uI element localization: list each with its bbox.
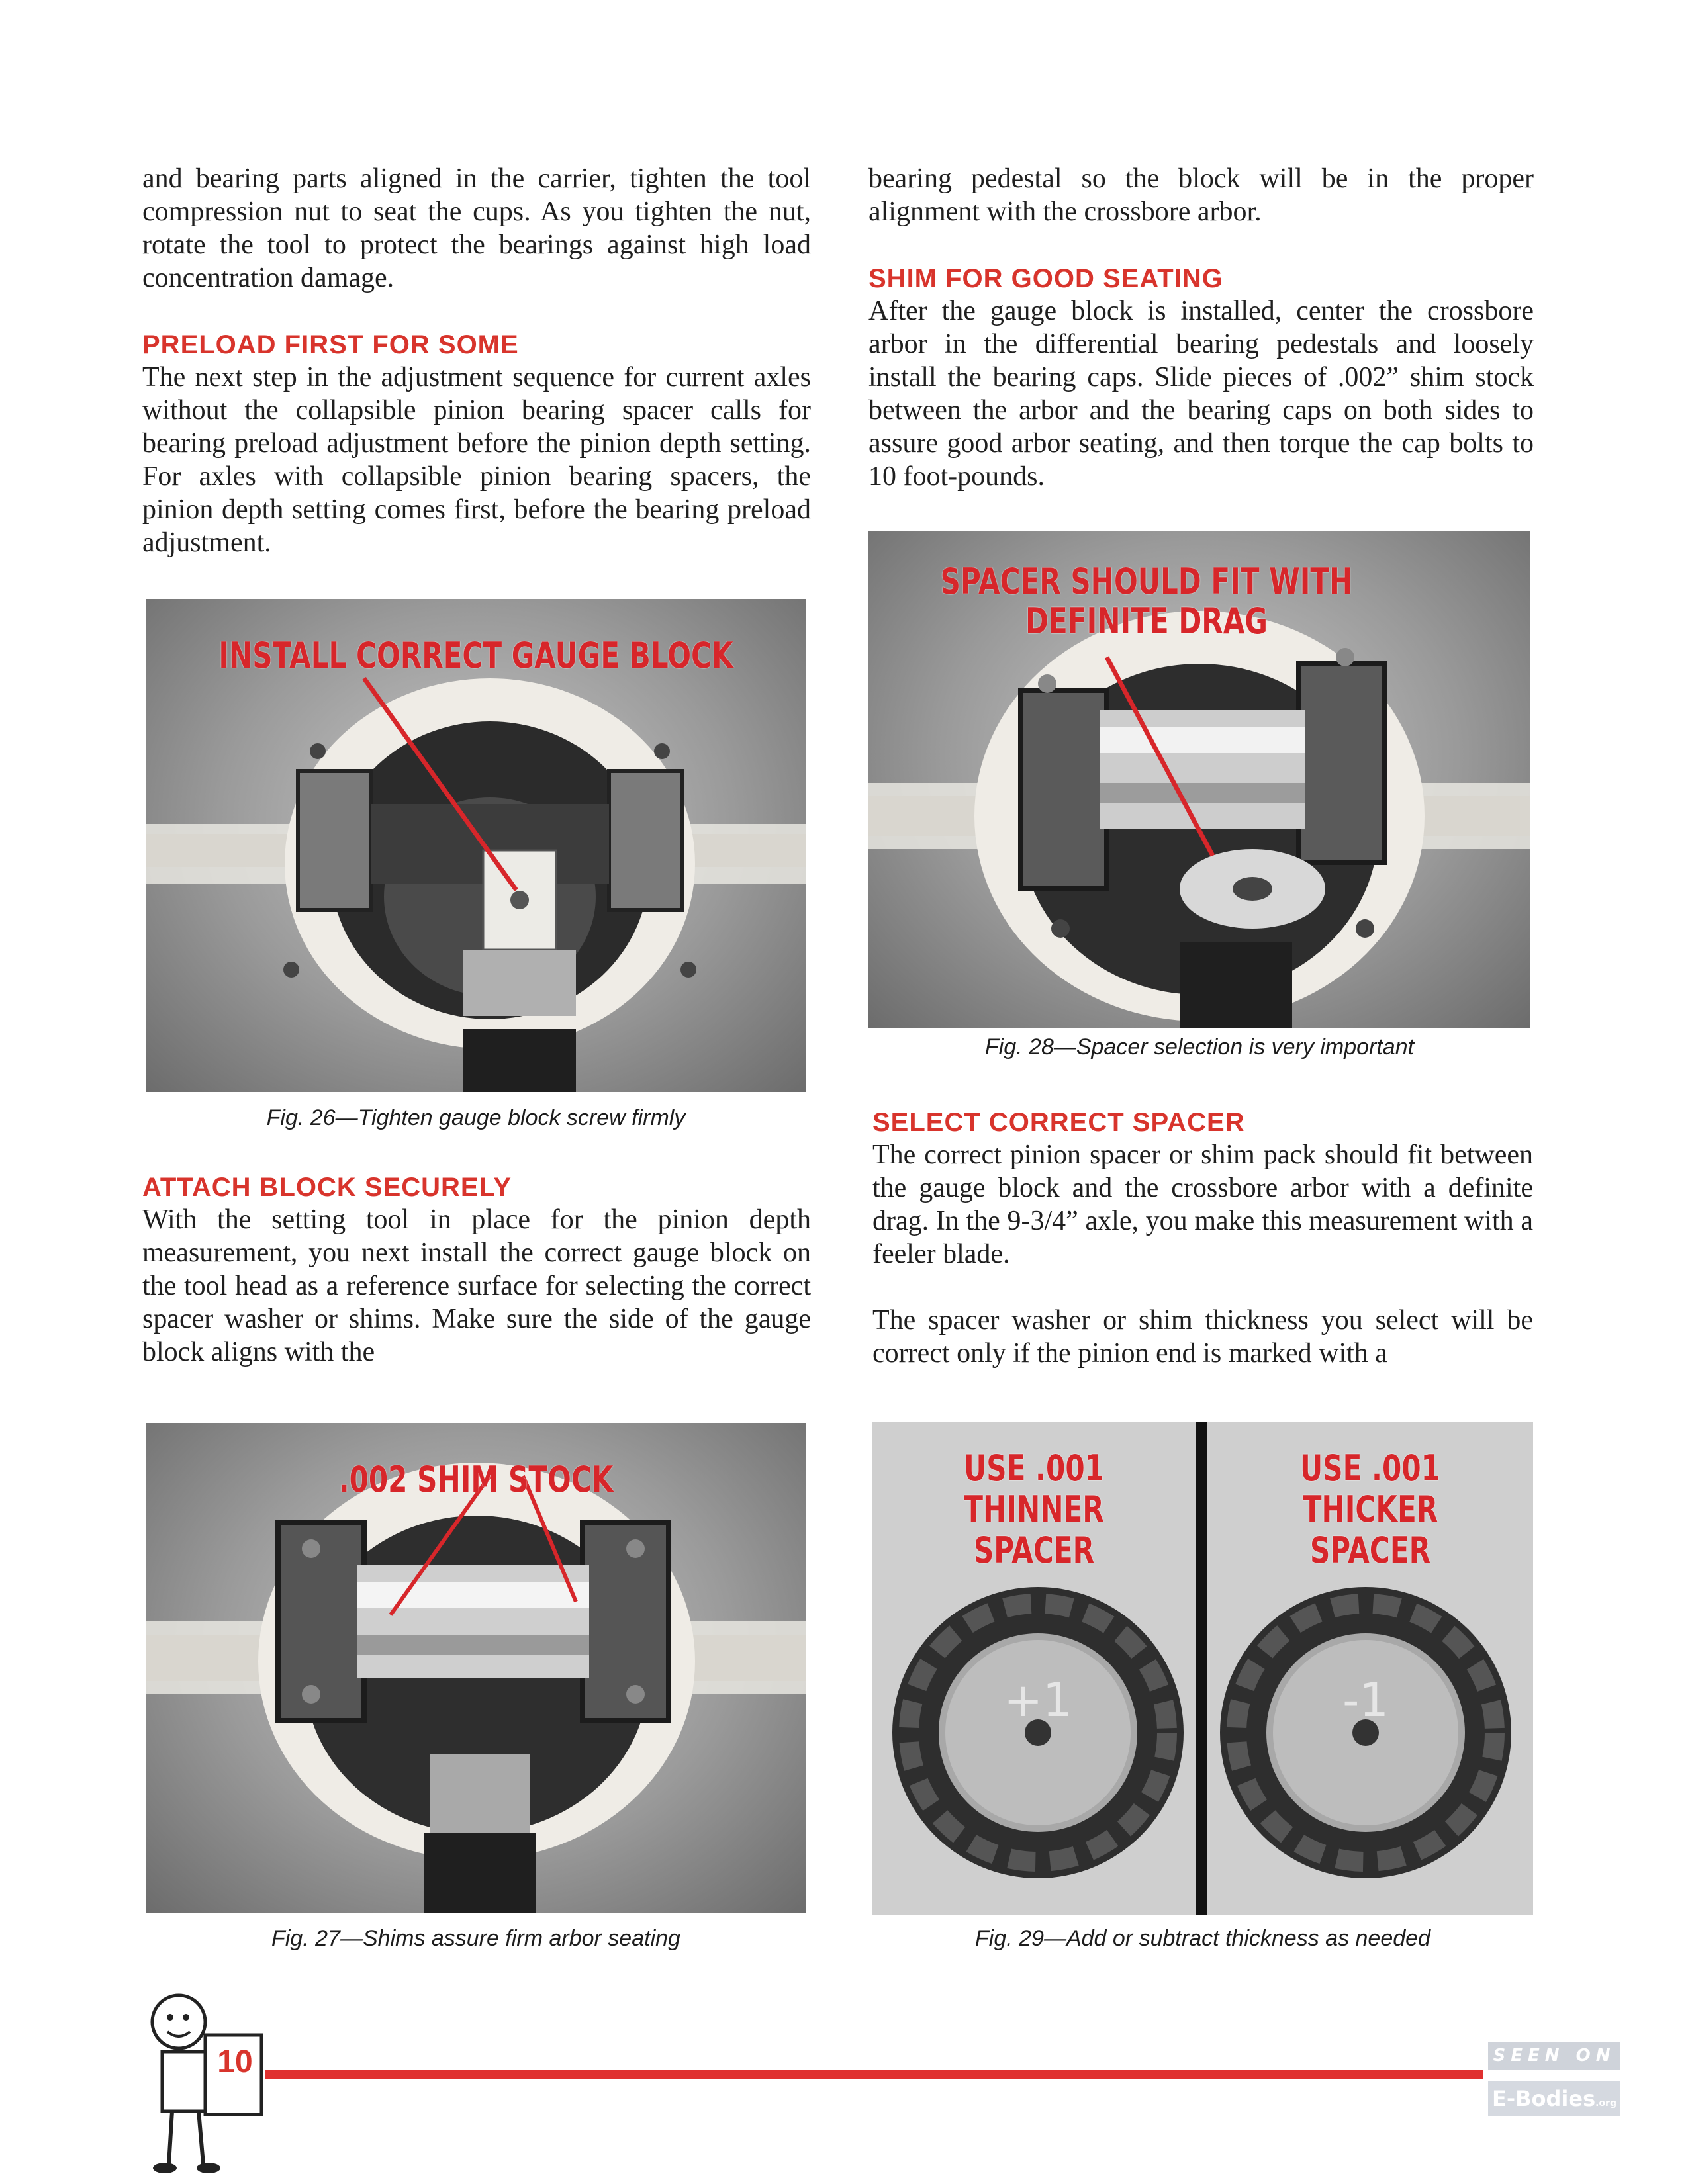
mascot-icon <box>142 1985 268 2177</box>
fig27-caption: Fig. 27—Shims assure firm arbor seating <box>271 1926 680 1951</box>
right-intro-paragraph: bearing pedestal so the block will be in the proper alignment with the crossbore arbor. <box>868 163 1534 227</box>
select-paragraph-2: The spacer washer or shim thickness you select will be correct only if the pinion end is marked with a <box>872 1305 1533 1369</box>
left-intro-paragraph: and bearing parts aligned in the carrier, tighten the tool compression nut to seat the cups. As you tighten the nut, rotate the tool to protect the bearings against high load concentration damage. <box>142 163 811 293</box>
mascot-figure <box>142 1985 268 2177</box>
right-column <box>868 162 1534 493</box>
page-number: 10 <box>217 2044 253 2079</box>
select-paragraph-1: The correct pinion spacer or shim pack should fit between the gauge block and the crossbore arbor with a definite drag. In the 9-3/4” axle, you make this measurement with a feeler blade. <box>872 1140 1533 1269</box>
preload-heading: PRELOAD FIRST FOR SOME <box>142 330 519 359</box>
fig29-caption: Fig. 29—Add or subtract thickness as needed <box>975 1926 1430 1951</box>
fig26-caption: Fig. 26—Tighten gauge block screw firmly <box>266 1105 686 1130</box>
fig29-photo <box>872 1422 1533 1915</box>
fig28-label-line2: DEFINITE DRAG <box>1025 600 1268 642</box>
left-column <box>142 162 811 559</box>
attach-paragraph: With the setting tool in place for the pinion depth measurement, you next install the correct gauge block on the tool head as a reference surface for selecting the correct spacer washer or shims. Make sure the side of the gauge block aligns with the <box>142 1205 811 1367</box>
fig26-photo <box>146 599 806 1092</box>
fig29-right-line2: THICKER SPACER <box>1302 1488 1438 1571</box>
fig29-left-line1: USE .001 <box>964 1447 1104 1489</box>
fig28-caption: Fig. 28—Spacer selection is very important <box>984 1034 1415 1060</box>
attach-section <box>142 1171 811 1369</box>
shim-heading: SHIM FOR GOOD SEATING <box>868 264 1223 293</box>
fig28-photo <box>868 531 1530 1028</box>
fig29-right-mark: -1 <box>1342 1673 1389 1727</box>
preload-paragraph: The next step in the adjustment sequence for current axles without the collapsible pinion bearing spacer calls for bearing preload adjustment before the pinion depth setting. For axles with collapsible pinion bearing spacers, the pinion depth setting comes first, before the bearing preload adjustment. <box>142 362 811 558</box>
badge-top: SEEN ON <box>1488 2042 1620 2070</box>
badge-site-name: E-Bodies <box>1491 2086 1596 2111</box>
right-gear <box>1220 1587 1511 1878</box>
badge-bottom <box>1488 2081 1620 2116</box>
select-section <box>872 1107 1533 1370</box>
fig28-label-line1: SPACER SHOULD FIT WITH <box>940 561 1353 602</box>
fig26-label: INSTALL CORRECT GAUGE BLOCK <box>218 635 733 676</box>
fig29-left-mark: +1 <box>1004 1673 1072 1727</box>
fig29-right-line1: USE .001 <box>1300 1447 1440 1489</box>
badge-suffix: .org <box>1595 2098 1617 2109</box>
fig29-left-line2: THINNER SPACER <box>964 1488 1104 1571</box>
fig27-photo <box>146 1423 806 1913</box>
footer-rule <box>265 2070 1483 2079</box>
seen-on-badge <box>1488 2042 1620 2121</box>
select-heading: SELECT CORRECT SPACER <box>872 1108 1245 1137</box>
attach-heading: ATTACH BLOCK SECURELY <box>142 1173 512 1202</box>
shim-paragraph: After the gauge block is installed, center the crossbore arbor in the differential bearing pedestals and loosely install the bearing caps. Slide pieces of .002” shim stock between the arbor and the bearing caps on both sides to assure good arbor seating, and then torque the cap bolts to 10 foot-pounds. <box>868 296 1534 492</box>
left-gear <box>892 1587 1184 1878</box>
fig27-label: .002 SHIM STOCK <box>338 1459 614 1500</box>
